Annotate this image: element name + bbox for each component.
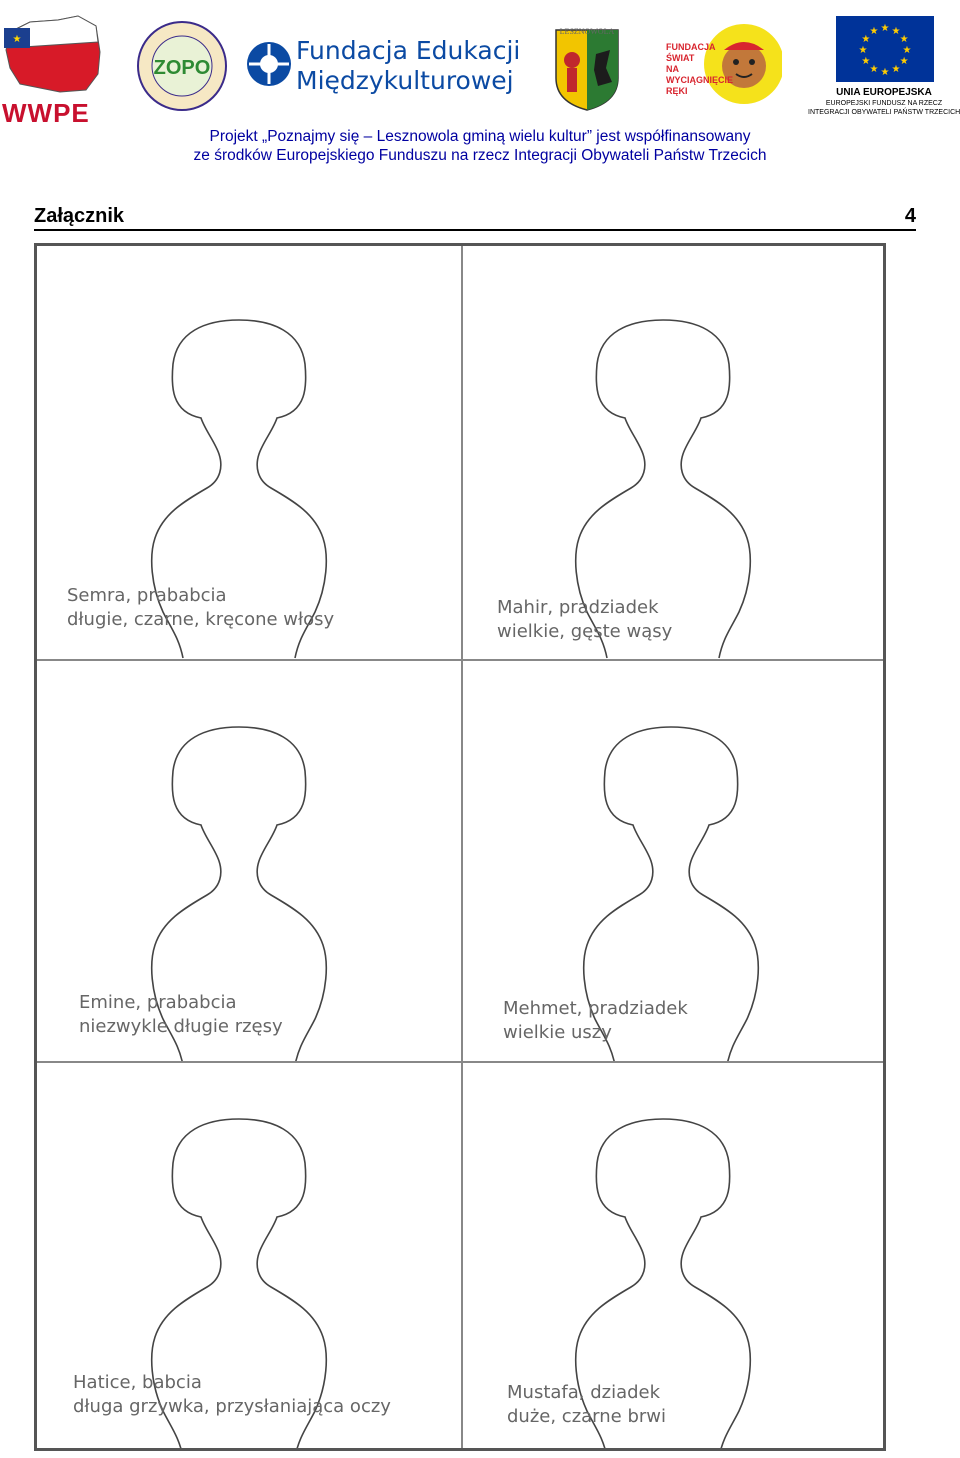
wwpe-logo xyxy=(0,12,110,128)
wwpe-wordmark: WWPE xyxy=(2,98,90,128)
zopo-seal-icon xyxy=(128,0,228,138)
fs-line: RĘKI xyxy=(666,86,688,96)
eu-flag-icon xyxy=(836,16,934,82)
eu-star-icon: ★ xyxy=(899,34,909,45)
card-trait: długa grzywka, przysłaniająca oczy xyxy=(73,1396,391,1417)
fs-line: NA xyxy=(666,64,679,74)
attachment-number: 4 xyxy=(904,205,916,227)
eu-logo xyxy=(808,16,960,120)
silhouette-sheet xyxy=(34,243,886,1451)
eu-star-icon: ★ xyxy=(891,64,901,76)
eu-star-icon: ★ xyxy=(861,34,871,45)
zopo-logo xyxy=(128,0,228,138)
card-hatice xyxy=(37,1063,461,1448)
card-mahir xyxy=(463,246,883,659)
card-name: Mustafa, dziadek xyxy=(507,1382,661,1403)
eu-star-icon: ★ xyxy=(880,67,890,78)
fundacja-line1: Fundacja Edukacji xyxy=(296,36,521,65)
eu-star-icon: ★ xyxy=(858,45,868,56)
eu-subtitle-1: EUROPEJSKI FUNDUSZ NA RZECZ xyxy=(825,100,943,107)
fs-line: FUNDACJA xyxy=(666,42,716,52)
fundacja-swiat-text xyxy=(666,42,733,97)
card-caption xyxy=(503,997,688,1045)
card-trait: wielkie, gęste wąsy xyxy=(497,621,673,642)
card-name: Hatice, babcia xyxy=(73,1372,202,1393)
eu-star-icon: ★ xyxy=(869,25,879,37)
poland-map-icon xyxy=(0,12,110,98)
fundacja-swiat-logo xyxy=(662,20,782,110)
card-caption xyxy=(79,991,283,1039)
eu-title: UNIA EUROPEJSKA xyxy=(836,87,932,98)
card-trait: długie, czarne, kręcone włosy xyxy=(67,609,335,630)
card-caption xyxy=(507,1381,666,1429)
card-name: Emine, prababcia xyxy=(79,992,237,1013)
attachment-heading xyxy=(34,205,916,231)
eu-star-icon: ★ xyxy=(880,23,890,34)
eu-star-icon: ★ xyxy=(861,56,871,67)
fundacja-line2: Międzykulturowej xyxy=(296,66,514,95)
svg-text:★: ★ xyxy=(12,34,22,45)
card-name: Semra, prababcia xyxy=(67,585,227,606)
card-name: Mehmet, pradziadek xyxy=(503,998,688,1019)
card-semra xyxy=(37,246,461,659)
project-line-1: Projekt „Poznajmy się – Lesznowola gminą wielu kultur” jest współfinansowany xyxy=(209,128,751,145)
card-caption xyxy=(67,584,334,632)
card-caption xyxy=(497,596,672,644)
eu-star-icon: ★ xyxy=(902,45,912,56)
card-name: Mahir, pradziadek xyxy=(497,597,659,618)
card-mehmet xyxy=(463,661,883,1061)
fundacja-emblem-icon xyxy=(246,34,292,94)
eu-star-icon: ★ xyxy=(891,25,901,37)
card-trait: wielkie uszy xyxy=(503,1022,612,1043)
card-caption xyxy=(73,1371,391,1419)
card-mustafa xyxy=(463,1063,883,1448)
eu-subtitle-2: INTEGRACJI OBYWATELI PAŃSTW TRZECICH xyxy=(808,109,960,116)
card-trait: niezwykle długie rzęsy xyxy=(79,1016,283,1037)
svg-text:ZOPO: ZOPO xyxy=(153,57,211,79)
attachment-title: Załącznik xyxy=(34,205,125,227)
lesznowola-caption: LESZNOWOLA xyxy=(559,27,615,36)
card-trait: duże, czarne brwi xyxy=(507,1406,667,1427)
fs-line: ŚWIAT xyxy=(666,53,695,63)
fs-line: WYCIĄGNIĘCIE xyxy=(666,75,734,85)
fundacja-edukacji-logo xyxy=(246,30,536,100)
lesznowola-coat-of-arms xyxy=(552,20,622,112)
eu-star-icon: ★ xyxy=(899,56,909,67)
project-line-2: ze środków Europejskiego Funduszu na rzecz Integracji Obywateli Państw Trzecich xyxy=(193,147,767,164)
eu-star-icon: ★ xyxy=(869,64,879,76)
card-emine xyxy=(37,661,461,1061)
